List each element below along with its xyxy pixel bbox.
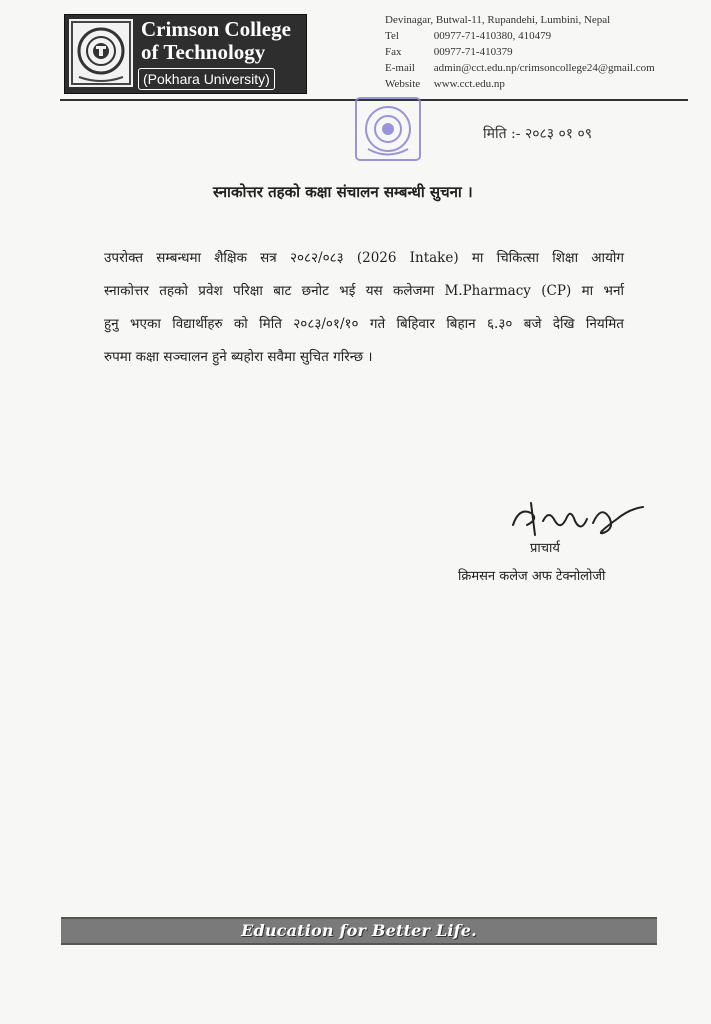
address: Devinagar, Butwal-11, Rupandehi, Lumbini, Nepal [385,14,611,26]
college-name-line2: of Technology [141,40,266,64]
contact-label: Fax [385,46,402,58]
college-name [141,18,306,64]
contact-tel [385,28,705,44]
footer-band [61,917,657,945]
contact-value: admin@cct.edu.np/crimsoncollege24@gmail.com [433,62,655,74]
contact-label: Website [385,78,421,90]
contact-label: Tel [385,30,399,42]
college-seal-icon [69,19,133,87]
notice-date: मिति :- २०८३ ०१ ०९ [483,126,593,142]
principal-signature [505,495,655,539]
contact-label: E-mail [385,62,415,74]
body-line: स्नाकोत्तर तहको प्रवेश परिक्षा बाट छनोट भई यस कलेजमा M.Pharmacy (CP) मा भर्ना [104,283,624,299]
contact-email [385,60,705,76]
signatory-organization: क्रिमसन कलेज अफ टेक्नोलोजी [458,569,606,584]
notice-subject: स्नाकोत्तर तहको कक्षा संचालन सम्बन्धी सुचना । [213,183,473,201]
signatory-title: प्राचार्य [530,541,560,556]
footer-slogan: Education for Better Life. [241,921,477,940]
contact-fax [385,44,705,60]
contact-value: www.cct.edu.np [433,78,505,90]
contact-website [385,76,705,92]
notice-body [104,244,624,376]
university-label: (Pokhara University) [138,68,275,90]
body-line: रुपमा कक्षा सञ्चालन हुने ब्यहोरा सवैमा सुचित गरिन्छ । [104,349,373,365]
college-stamp-icon [352,94,424,164]
contact-value: 00977-71-410379 [433,46,513,58]
college-logo-block [64,14,307,94]
contact-value: 00977-71-410380, 410479 [433,30,552,42]
college-name-line1: Crimson College [141,17,291,41]
body-line: हुनु भएका विद्यार्थीहरु को मिति २०८३/०१/१० गते बिहिवार बिहान ६.३० बजे देखि नियमित [104,316,624,332]
body-line: उपरोक्त सम्बन्धमा शैक्षिक सत्र २०८२/०८३ (2026 Intake) मा चिकित्सा शिक्षा आयोग [104,250,624,266]
contact-block [385,12,705,92]
